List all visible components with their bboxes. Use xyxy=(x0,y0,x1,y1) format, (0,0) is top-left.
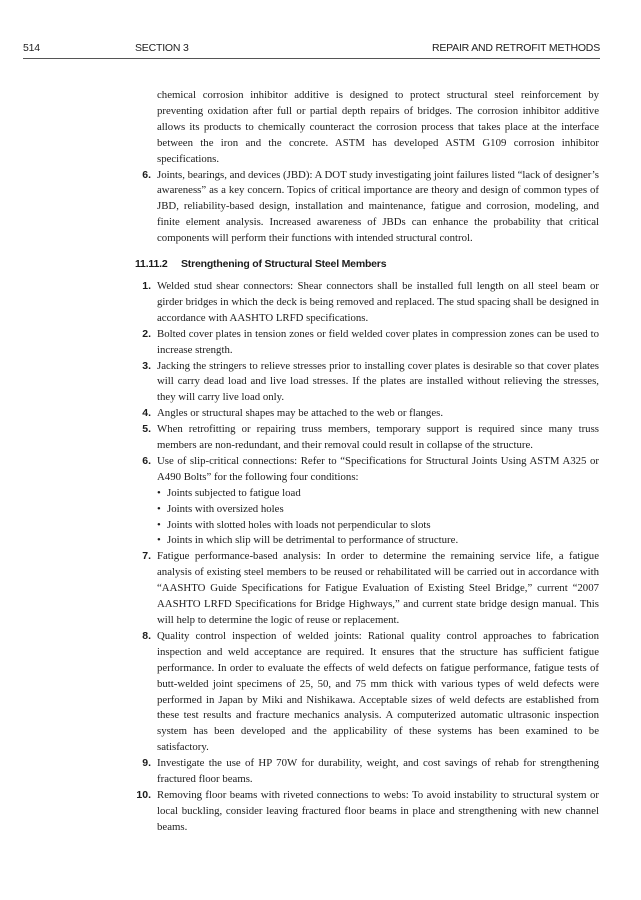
header-rule xyxy=(23,58,600,59)
list-item xyxy=(135,359,599,407)
item-text: Quality control inspection of welded joints: Rational quality control approaches to fabrication inspection and weld acceptance are required. It ensures that the structure has sufficient fatigue performance. In order to evaluate the effects of weld defects on fatigue performance, fatigue tests of butt-welded joint specimens of 25, 50, and 75 mm thick with various types of weld defects were performed in Japan by Miki and Nishikawa. Acceptable sizes of weld defects are established from these test results and fracture mechanics analysis. A computerized automatic ultrasonic inspection system has been developed and the applicability of these systems has been examined to be satisfactory. xyxy=(157,629,599,754)
list-item xyxy=(135,629,599,756)
item-number: 4. xyxy=(142,407,151,420)
bullet-item: • Joints with slotted holes with loads not perpendicular to slots xyxy=(157,518,599,534)
item-number: 10. xyxy=(136,788,151,801)
continued-paragraph: chemical corrosion inhibitor additive is designed to protect structural steel reinforcement by preventing oxidation after full or partial depth repairs of bridges. The corrosion inhibitor additive allows its products to chemically counteract the corrosion process that takes place at the interface between the iron and the concrete. ASTM has developed ASTM G109 corrosion inhibitor specifications. xyxy=(157,89,599,165)
running-header xyxy=(23,42,600,58)
item-text: Bolted cover plates in tension zones or field welded cover plates in compression zones can be used to increase strength. xyxy=(157,327,599,356)
item-number: 1. xyxy=(142,279,151,292)
item-number: 9. xyxy=(142,757,151,770)
list-item xyxy=(135,168,599,248)
list-item xyxy=(135,422,599,454)
list-item xyxy=(135,406,599,422)
item-number: 8. xyxy=(142,629,151,642)
section-title: Strengthening of Structural Steel Members xyxy=(181,258,387,271)
section-label: SECTION 3 xyxy=(135,42,189,54)
chapter-title: REPAIR AND RETROFIT METHODS xyxy=(431,42,600,54)
item-number: 3. xyxy=(142,359,151,372)
item-number: 5. xyxy=(142,423,151,436)
list-item xyxy=(135,454,599,549)
bullet-list xyxy=(157,486,599,550)
bullet-item: • Joints with oversized holes xyxy=(157,502,599,518)
item-text: Welded stud shear connectors: Shear connectors shall be installed full length on all steel beam or girder bridges in which the deck is being removed and replaced. The stud spacing shall be designed in accordance with AASHTO LRFD specifications. xyxy=(157,279,599,324)
item-text: Joints, bearings, and devices (JBD): A DOT study investigating joint failures listed “lack of designer’s awareness” as a key concern. Topics of critical importance are theory and design of common types of JBD, reliability-based design, installation and maintenance, fatigue and corrosion, modeling, and finite element analysis. Increased awareness of JBDs can enhance the probability that critical components will perform their functions with intended structural control. xyxy=(157,168,599,245)
item-text: Investigate the use of HP 70W for durability, weight, and cost savings of rehab for strengthening fractured floor beams. xyxy=(157,757,599,786)
item-number: 6. xyxy=(142,454,151,467)
item-number: 2. xyxy=(142,327,151,340)
page-body xyxy=(135,88,599,836)
page-number: 514 xyxy=(23,42,40,54)
item-text: Removing floor beams with riveted connections to webs: To avoid instability to structural system or local buckling, consider leaving fractured floor beams in place and strengthening with new channel beams. xyxy=(157,788,599,833)
item-number: 7. xyxy=(142,550,151,563)
item-text: When retrofitting or repairing truss members, temporary support is required since many truss members are non-redundant, and their removal could result in collapse of the structure. xyxy=(157,423,599,452)
item-text: Fatigue performance-based analysis: In order to determine the remaining service life, a fatigue analysis of existing steel members to be reused or rehabilitated will be carried out in accordance with “AASHTO Guide Specifications for Fatigue Evaluation of Existing Steel Bridge,” current “2007 AASHTO LRFD Specifications for Bridge Highways,” and current state bridge design manual. This will help to determine the logic of reuse or replacement. xyxy=(157,550,599,626)
list-item xyxy=(135,279,599,327)
list-item xyxy=(135,549,599,629)
item-text: Use of slip-critical connections: Refer to “Specifications for Structural Joints Using ASTM A325 or A490 Bolts” for the following four conditions: xyxy=(157,454,599,483)
bullet-item: • Joints subjected to fatigue load xyxy=(157,486,599,502)
list-item xyxy=(135,788,599,836)
bullet-item: • Joints in which slip will be detrimental to performance of structure. xyxy=(157,533,599,549)
item-text: Angles or structural shapes may be attached to the web or flanges. xyxy=(157,407,444,420)
item-text: Jacking the stringers to relieve stresses prior to installing cover plates is desirable so that cover plates will carry dead load and live load stresses. If the plates are installed without relieving the stresses, they will carry live load only. xyxy=(157,359,599,404)
item-number: 6. xyxy=(142,168,151,181)
list-item xyxy=(135,756,599,788)
section-number: 11.11.2 xyxy=(135,258,168,271)
list-item xyxy=(135,327,599,359)
section-heading xyxy=(135,257,599,273)
